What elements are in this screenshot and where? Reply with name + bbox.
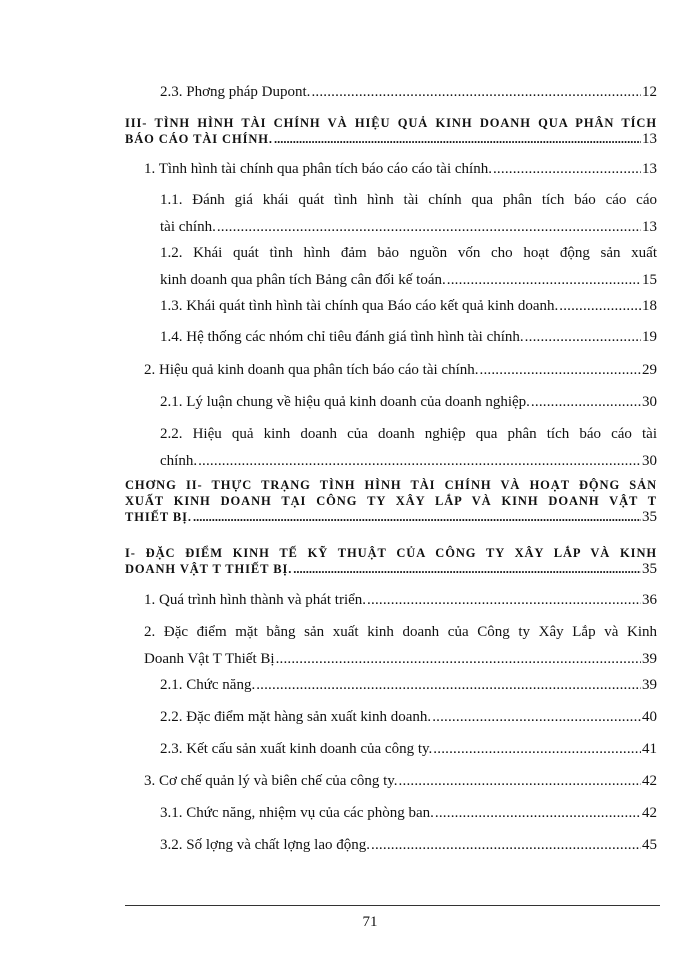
toc-entry-title-line: 1.1. Đánh giá khái quát tình hình tài chính qua phân tích báo cáo cáo xyxy=(160,192,657,208)
toc-entry-title: 2.1. Lý luận chung về hiệu quả kinh doanh của doanh nghiệp. xyxy=(160,394,530,410)
toc-entry-title-line: Doanh Vật T Thiết Bị xyxy=(144,651,275,667)
toc-entry-title: 3. Cơ chế quản lý và biên chế của công ty. xyxy=(144,773,398,789)
toc-entry-title-line: tài chính. xyxy=(160,219,216,235)
toc-page-number: 13 xyxy=(642,161,657,177)
page-number: 71 xyxy=(362,914,378,930)
toc-page-number: 45 xyxy=(642,837,657,853)
toc-page-number: 13 xyxy=(642,131,657,147)
toc-entry-title: 2.3. Kết cấu sản xuất kinh doanh của công ty. xyxy=(160,741,433,757)
toc-page-number: 13 xyxy=(642,219,657,235)
toc-entry[interactable] xyxy=(160,389,657,416)
toc-entry[interactable] xyxy=(160,79,657,106)
toc-entry[interactable] xyxy=(160,187,657,241)
toc-entry-title: 1. Quá trình hình thành và phát triển. xyxy=(144,592,367,608)
toc-page-number: 35 xyxy=(642,561,657,577)
toc-entry[interactable] xyxy=(160,324,657,351)
toc-entry-title: 3.2. Số lợng và chất lợng lao động. xyxy=(160,837,371,853)
toc-entry-title-line: I- ĐẶC ĐIỂM KINH TẾ KỸ THUẬT CỦA CÔNG TY XÂY LẮP VÀ KINH xyxy=(125,546,657,560)
toc-page-number: 29 xyxy=(642,362,657,378)
toc-entry-title-line: 2. Đặc điểm mặt bằng sản xuất kinh doanh của Công ty Xây Lắp và Kinh xyxy=(144,624,657,640)
toc-entry-title: 1. Tình hình tài chính qua phân tích báo cáo cáo tài chính. xyxy=(144,161,492,177)
toc-entry-title-line: XUẤT KINH DOANH TẠI CÔNG TY XÂY LẮP VÀ KINH DOANH VẬT T xyxy=(125,494,657,508)
toc-entry[interactable] xyxy=(144,619,657,673)
toc-page-number: 18 xyxy=(642,298,657,314)
toc-entry-title: 2.3. Phơng pháp Dupont. xyxy=(160,84,311,100)
toc-entry-title-line: BÁO CÁO TÀI CHÍNH. xyxy=(125,132,273,146)
toc-page-number: 12 xyxy=(642,84,657,100)
toc-page-number: 42 xyxy=(642,805,657,821)
toc-page-number: 35 xyxy=(642,509,657,525)
toc-entry[interactable] xyxy=(144,587,657,614)
toc-page-number: 15 xyxy=(642,272,657,288)
toc-page-number: 39 xyxy=(642,651,657,667)
toc-entry-title-line: 2.2. Hiệu quả kinh doanh của doanh nghiệp qua phân tích báo cáo tài xyxy=(160,426,657,442)
toc-page-number: 19 xyxy=(642,329,657,345)
toc-page-number: 30 xyxy=(642,453,657,469)
toc-entry-title-line: CHƠNG II- THỰC TRẠNG TÌNH HÌNH TÀI CHÍNH VÀ HOẠT ĐỘNG SẢN xyxy=(125,478,657,492)
toc-entry[interactable] xyxy=(160,293,657,320)
toc-entry-title-line: THIẾT BỊ. xyxy=(125,510,192,524)
toc-entry[interactable] xyxy=(160,736,657,763)
toc-section-heading[interactable] xyxy=(125,115,657,147)
toc-entry-title-line: III- TÌNH HÌNH TÀI CHÍNH VÀ HIỆU QUẢ KINH DOANH QUA PHÂN TÍCH xyxy=(125,116,657,130)
toc-page-number: 40 xyxy=(642,709,657,725)
toc-page-number: 39 xyxy=(642,677,657,693)
toc-entry-title: 1.3. Khái quát tình hình tài chính qua Báo cáo kết quả kinh doanh. xyxy=(160,298,559,314)
toc-entry-title: 2.2. Đặc điểm mặt hàng sản xuất kinh doanh. xyxy=(160,709,432,725)
toc-page-number: 36 xyxy=(642,592,657,608)
toc-entry[interactable] xyxy=(144,156,657,183)
toc-entry-title-line: chính. xyxy=(160,453,198,469)
toc-entry[interactable] xyxy=(160,672,657,699)
toc-section-heading[interactable] xyxy=(125,545,657,577)
toc-entry-title-line: kinh doanh qua phân tích Bảng cân đối kế toán. xyxy=(160,272,446,288)
toc-entry[interactable] xyxy=(144,357,657,384)
toc-chapter-heading[interactable] xyxy=(125,477,657,525)
toc-entry[interactable] xyxy=(160,800,657,827)
toc-entry-title: 3.1. Chức năng, nhiệm vụ của các phòng ban. xyxy=(160,805,434,821)
toc-entry[interactable] xyxy=(160,704,657,731)
toc-page-number: 42 xyxy=(642,773,657,789)
toc-entry-title: 2. Hiệu quả kinh doanh qua phân tích báo cáo tài chính. xyxy=(144,362,479,378)
toc-entry[interactable] xyxy=(144,768,657,795)
toc-page-number: 41 xyxy=(642,741,657,757)
toc-page-number: 30 xyxy=(642,394,657,410)
toc-entry-title: 1.4. Hệ thống các nhóm chỉ tiêu đánh giá tình hình tài chính. xyxy=(160,329,524,345)
toc-entry-title-line: DOANH VẬT T THIẾT BỊ. xyxy=(125,562,293,576)
toc-entry[interactable] xyxy=(160,421,657,475)
toc-entry[interactable] xyxy=(160,240,657,294)
toc-entry[interactable] xyxy=(160,832,657,859)
toc-entry-title: 2.1. Chức năng. xyxy=(160,677,256,693)
toc-entry-title-line: 1.2. Khái quát tình hình đảm bảo nguồn vốn cho hoạt động sản xuất xyxy=(160,245,657,261)
footer-divider xyxy=(125,905,660,906)
